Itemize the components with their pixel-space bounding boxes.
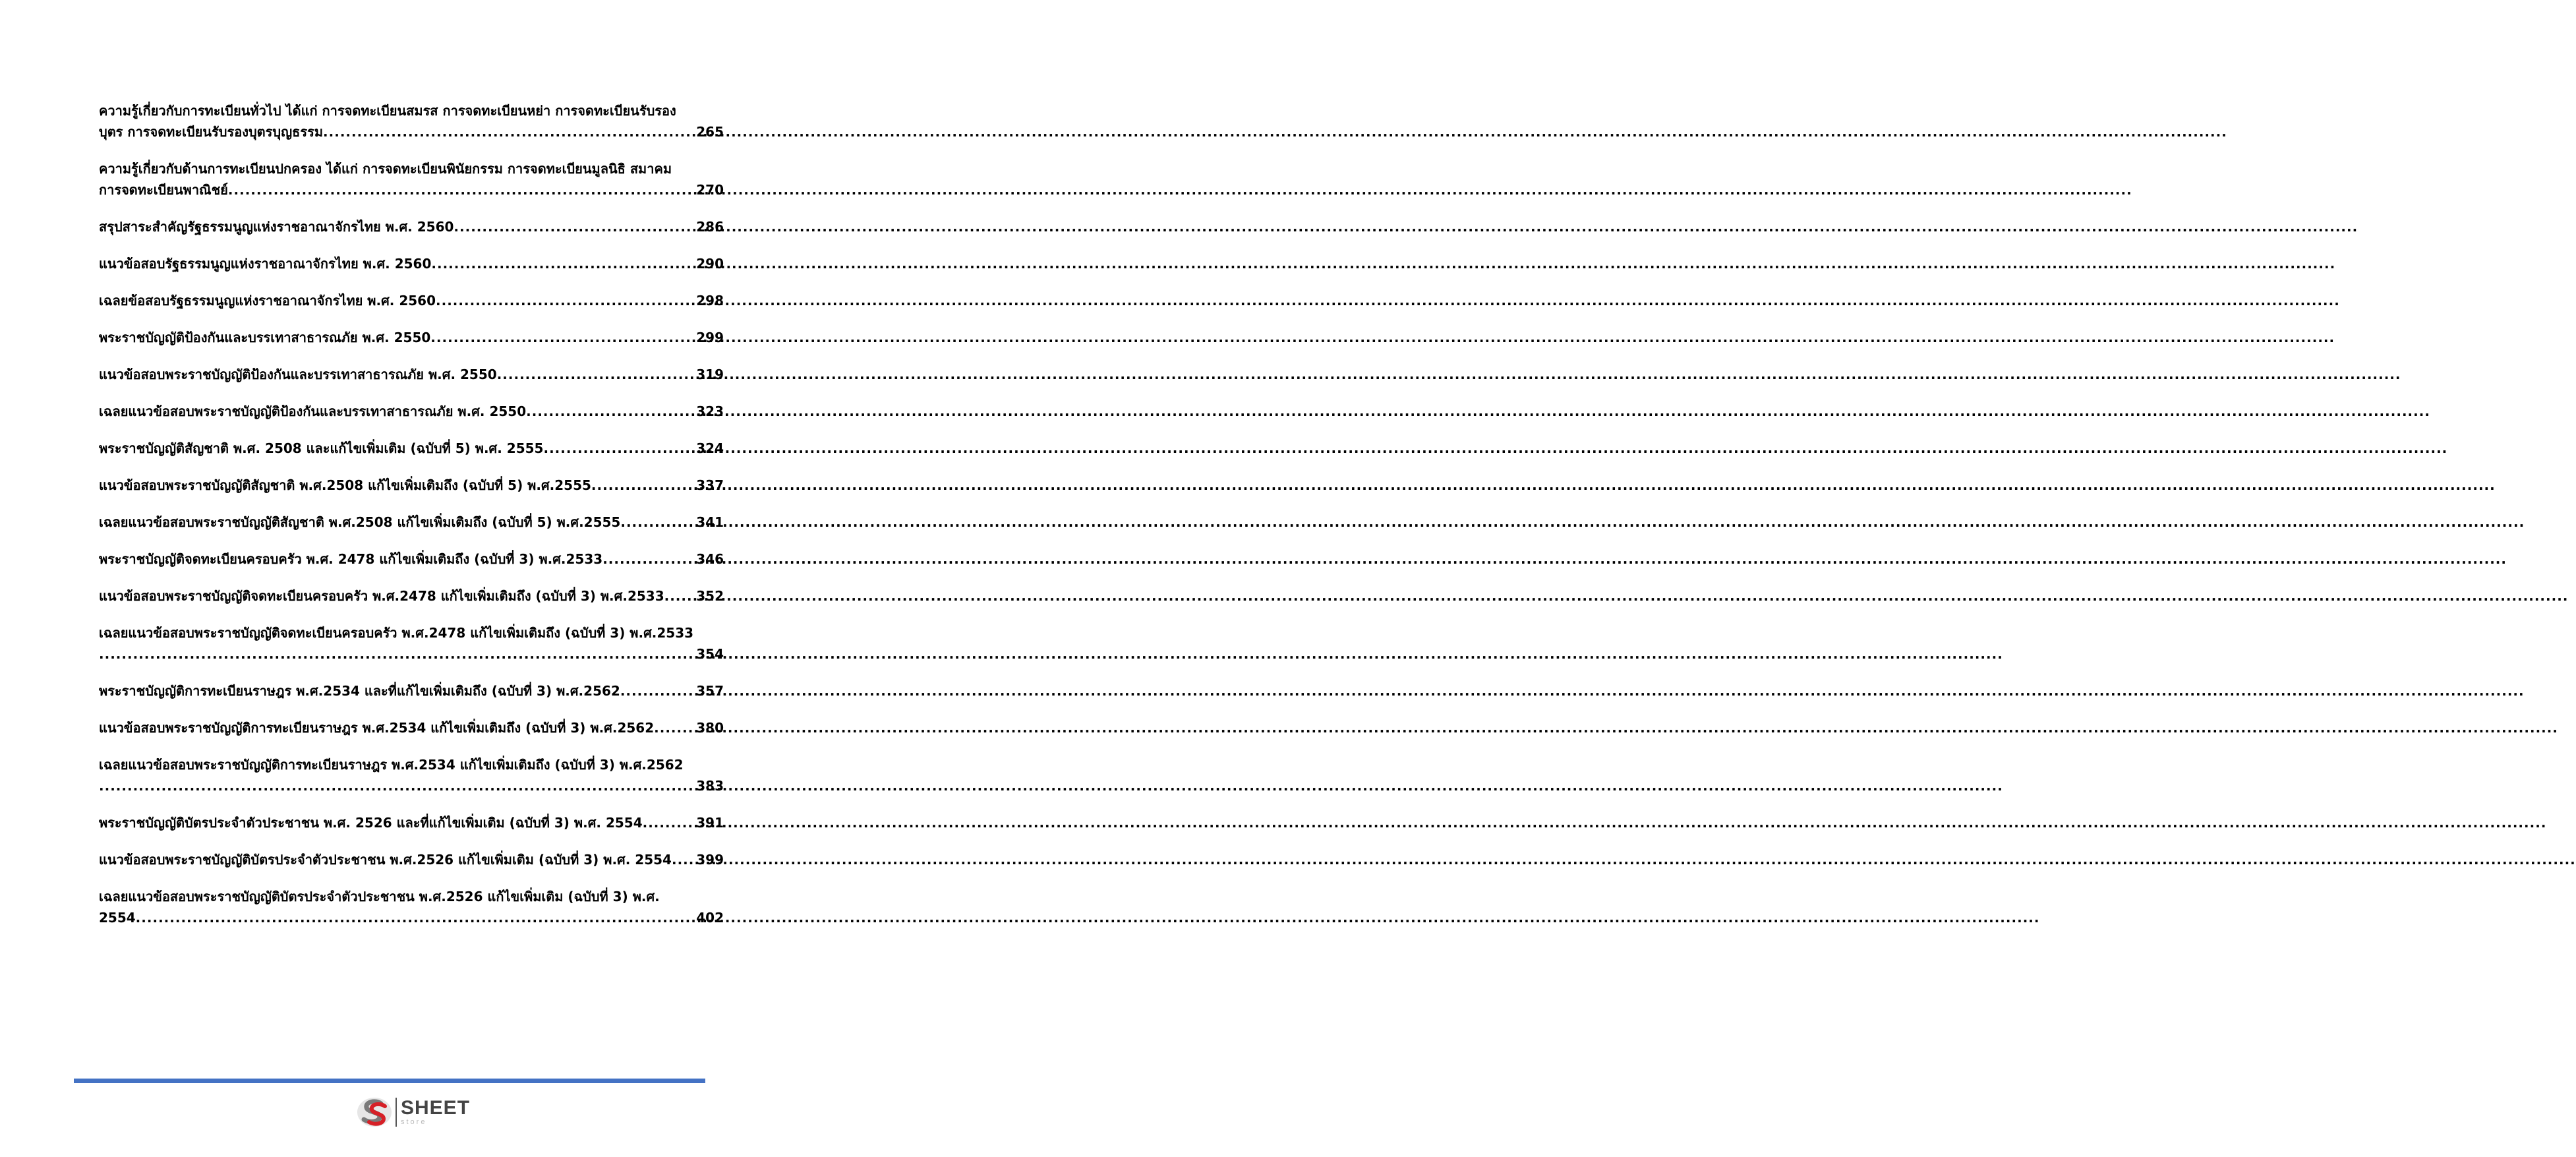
toc-entry[interactable] bbox=[99, 253, 724, 274]
toc-page-number: 399 bbox=[696, 852, 724, 868]
toc-entry[interactable] bbox=[99, 327, 724, 348]
dot-leader bbox=[543, 438, 693, 459]
dot-leader bbox=[602, 549, 693, 570]
toc-entry-title-line1: ความรู้เกี่ยวกับด้านการทะเบียนปกครอง ได้แก่ การจดทะเบียนพินัยกรรม การจดทะเบียนมูลนิธิ สมาคม bbox=[99, 161, 672, 177]
toc-page-number: 324 bbox=[696, 440, 724, 456]
toc-entry[interactable] bbox=[99, 886, 724, 928]
toc-entry[interactable] bbox=[99, 680, 724, 701]
dot-leader bbox=[620, 680, 693, 701]
dot-leader bbox=[654, 717, 693, 738]
logo-wordmark: SHEET bbox=[401, 1097, 471, 1119]
toc-entry[interactable] bbox=[99, 849, 724, 870]
toc-entry-title: แนวข้อสอบพระราชบัญญัติบัตรประจำตัวประชาชน พ.ศ.2526 แก้ไขเพิ่มเติม (ฉบับที่ 3) พ.ศ. 2554 bbox=[99, 852, 672, 868]
dot-leader bbox=[99, 775, 693, 796]
toc-entry-title: บุตร การจดทะเบียนรับรองบุตรบุญธรรม bbox=[99, 124, 324, 140]
toc-entry[interactable] bbox=[99, 401, 724, 422]
toc-page-number: 383 bbox=[696, 778, 724, 794]
toc-entry-title: เฉลยข้อสอบรัฐธรรมนูญแห่งราชอาณาจักรไทย พ.ศ. 2560 bbox=[99, 293, 436, 309]
dot-leader bbox=[497, 364, 694, 385]
toc-entry-title: การจดทะเบียนพาณิชย์ bbox=[99, 182, 228, 198]
toc-entry-title: พระราชบัญญัติป้องกันและบรรเทาสาธารณภัย พ.ศ. 2550 bbox=[99, 330, 431, 345]
logo-subtext: store bbox=[401, 1118, 427, 1126]
dot-leader bbox=[99, 643, 693, 665]
dot-leader bbox=[620, 512, 693, 533]
dot-leader bbox=[323, 121, 693, 142]
toc-entry-title: เฉลยแนวข้อสอบพระราชบัญญัติสัญชาติ พ.ศ.2508 แก้ไขเพิ่มเติมถึง (ฉบับที่ 5) พ.ศ.2555 bbox=[99, 514, 621, 530]
dot-leader bbox=[454, 216, 693, 237]
toc-page-number: 299 bbox=[696, 330, 724, 345]
toc-entry[interactable] bbox=[99, 364, 724, 385]
toc-page-number: 286 bbox=[696, 219, 724, 235]
dot-leader bbox=[430, 327, 693, 348]
toc-page-number: 352 bbox=[696, 588, 724, 604]
dot-leader bbox=[436, 290, 693, 311]
toc-page-number: 270 bbox=[696, 182, 724, 198]
toc-entry[interactable] bbox=[99, 622, 724, 665]
toc-entry-title: แนวข้อสอบพระราชบัญญัติสัญชาติ พ.ศ.2508 แก้ไขเพิ่มเติมถึง (ฉบับที่ 5) พ.ศ.2555 bbox=[99, 477, 591, 493]
toc-entry[interactable] bbox=[99, 475, 724, 496]
dot-leader bbox=[591, 475, 693, 496]
toc-entry-title-line1: ความรู้เกี่ยวกับการทะเบียนทั่วไป ได้แก่ การจดทะเบียนสมรส การจดทะเบียนหย่า การจดทะเบียนรับรอง bbox=[99, 103, 676, 119]
toc-entry-title: พระราชบัญญัติจดทะเบียนครอบครัว พ.ศ. 2478 แก้ไขเพิ่มเติมถึง (ฉบับที่ 3) พ.ศ.2533 bbox=[99, 551, 603, 567]
toc-entry-title: 2554 bbox=[99, 910, 136, 926]
toc-page-number: 323 bbox=[696, 403, 724, 419]
toc-entry-title: แนวข้อสอบรัฐธรรมนูญแห่งราชอาณาจักรไทย พ.ศ. 2560 bbox=[99, 256, 432, 272]
toc-entry[interactable] bbox=[99, 812, 724, 833]
dot-leader bbox=[672, 849, 693, 870]
toc-entry-title: พระราชบัญญัติการทะเบียนราษฎร พ.ศ.2534 และที่แก้ไขเพิ่มเติมถึง (ฉบับที่ 3) พ.ศ.2562 bbox=[99, 683, 620, 699]
toc-page-number: 391 bbox=[696, 815, 724, 831]
toc-entry-title-line1: เฉลยแนวข้อสอบพระราชบัญญัติบัตรประจำตัวประชาชน พ.ศ.2526 แก้ไขเพิ่มเติม (ฉบับที่ 3) พ.ศ. bbox=[99, 889, 660, 905]
toc-page-number: 265 bbox=[696, 124, 724, 140]
toc-page-number: 380 bbox=[696, 720, 724, 736]
toc-page-number: 346 bbox=[696, 551, 724, 567]
toc-page-number: 357 bbox=[696, 683, 724, 699]
dot-leader bbox=[526, 401, 693, 422]
dot-leader bbox=[664, 585, 694, 607]
toc-entry-title: พระราชบัญญัติบัตรประจำตัวประชาชน พ.ศ. 2526 และที่แก้ไขเพิ่มเติม (ฉบับที่ 3) พ.ศ. 2554 bbox=[99, 815, 643, 831]
sheet-store-logo bbox=[356, 1096, 470, 1129]
dot-leader bbox=[136, 907, 694, 928]
dot-leader bbox=[228, 179, 693, 200]
dot-leader bbox=[431, 253, 693, 274]
footer-rule bbox=[74, 1079, 705, 1083]
toc-entry[interactable] bbox=[99, 216, 724, 237]
toc-page-number: 341 bbox=[696, 514, 724, 530]
toc-entry[interactable] bbox=[99, 549, 724, 570]
toc-entry[interactable] bbox=[99, 585, 724, 607]
logo-divider bbox=[395, 1098, 397, 1127]
dot-leader bbox=[643, 812, 694, 833]
toc-page-number: 298 bbox=[696, 293, 724, 309]
toc-page-number: 290 bbox=[696, 256, 724, 272]
toc-entry[interactable] bbox=[99, 717, 724, 738]
toc-entry-title: แนวข้อสอบพระราชบัญญัติจดทะเบียนครอบครัว พ.ศ.2478 แก้ไขเพิ่มเติมถึง (ฉบับที่ 3) พ.ศ.2533 bbox=[99, 588, 664, 604]
toc-entry-title: สรุปสาระสำคัญรัฐธรรมนูญแห่งราชอาณาจักรไทย พ.ศ. 2560 bbox=[99, 219, 454, 235]
toc-entry[interactable] bbox=[99, 512, 724, 533]
table-of-contents bbox=[99, 100, 724, 944]
toc-entry-title: พระราชบัญญัติสัญชาติ พ.ศ. 2508 และแก้ไขเพิ่มเติม (ฉบับที่ 5) พ.ศ. 2555 bbox=[99, 440, 544, 456]
toc-entry-title-line1: เฉลยแนวข้อสอบพระราชบัญญัติจดทะเบียนครอบครัว พ.ศ.2478 แก้ไขเพิ่มเติมถึง (ฉบับที่ 3) พ.ศ.2533 bbox=[99, 625, 694, 641]
toc-entry[interactable] bbox=[99, 754, 724, 796]
toc-entry[interactable] bbox=[99, 158, 724, 200]
toc-entry[interactable] bbox=[99, 290, 724, 311]
toc-page-number: 402 bbox=[696, 910, 724, 926]
toc-entry-title: เฉลยแนวข้อสอบพระราชบัญญัติป้องกันและบรรเทาสาธารณภัย พ.ศ. 2550 bbox=[99, 403, 527, 419]
toc-entry-title: แนวข้อสอบพระราชบัญญัติการทะเบียนราษฎร พ.ศ.2534 แก้ไขเพิ่มเติมถึง (ฉบับที่ 3) พ.ศ.2562 bbox=[99, 720, 655, 736]
toc-entry-title-line1: เฉลยแนวข้อสอบพระราชบัญญัติการทะเบียนราษฎร พ.ศ.2534 แก้ไขเพิ่มเติมถึง (ฉบับที่ 3) พ.ศ.2562 bbox=[99, 757, 684, 773]
toc-page-number: 337 bbox=[696, 477, 724, 493]
toc-page-number: 354 bbox=[696, 646, 724, 662]
toc-entry-title: แนวข้อสอบพระราชบัญญัติป้องกันและบรรเทาสาธารณภัย พ.ศ. 2550 bbox=[99, 367, 497, 382]
toc-entry[interactable] bbox=[99, 438, 724, 459]
toc-entry[interactable] bbox=[99, 100, 724, 142]
toc-page-number: 319 bbox=[696, 367, 724, 382]
sheet-store-logo-icon bbox=[356, 1096, 393, 1129]
